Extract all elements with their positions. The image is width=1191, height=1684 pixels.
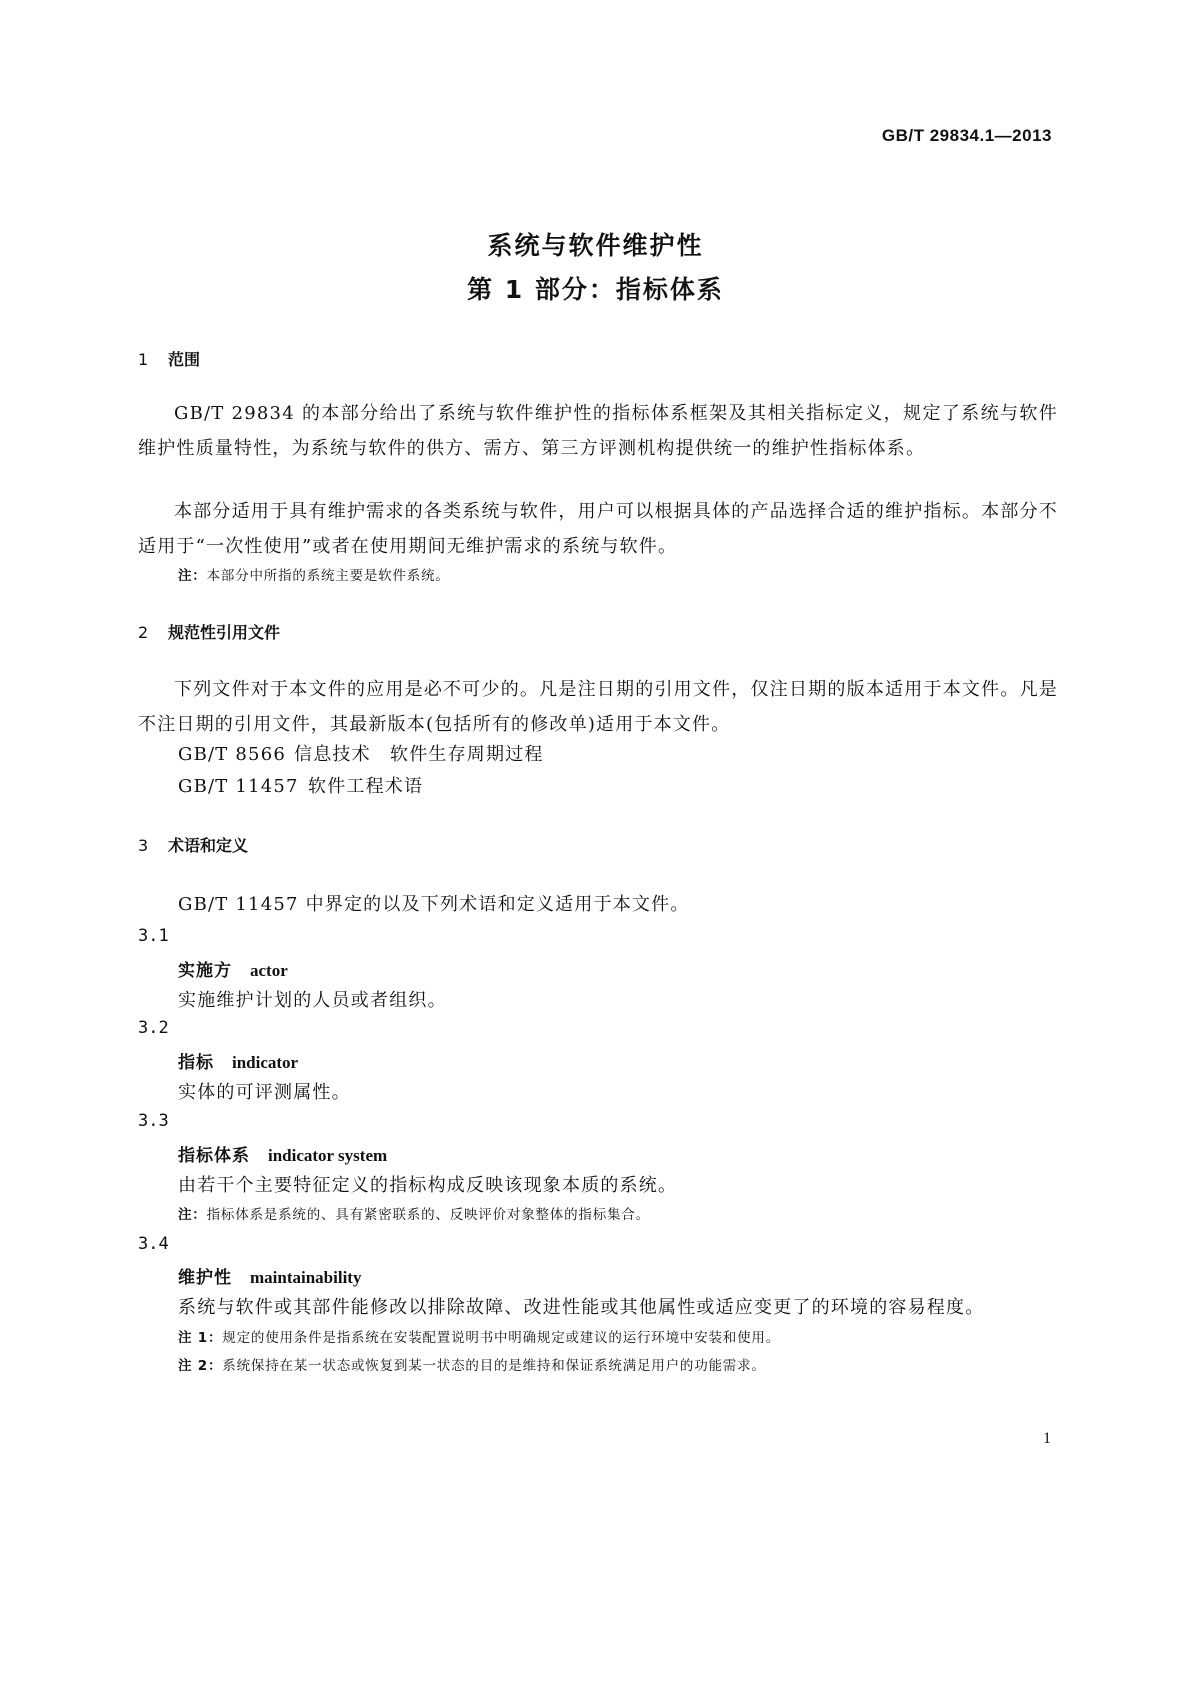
clause-number: 3.2 — [138, 1018, 169, 1038]
term-english: indicator system — [268, 1146, 388, 1165]
term-chinese: 指标体系 — [178, 1146, 250, 1166]
note-text: 规定的使用条件是指系统在安装配置说明书中明确规定或建议的运行环境中安装和使用。 — [222, 1330, 780, 1346]
reference-title: 软件工程术语 — [308, 776, 424, 797]
term-english: actor — [250, 961, 288, 980]
document-title: 系统与软件维护性 — [487, 231, 704, 260]
term-entry — [178, 1048, 298, 1073]
reference-code: GB/T 11457 — [178, 776, 299, 797]
note-label: 注 2： — [178, 1358, 223, 1374]
reference-item — [178, 740, 544, 766]
terms-intro: GB/T 11457 中界定的以及下列术语和定义适用于本文件。 — [178, 894, 690, 915]
section-number: 1 — [138, 350, 149, 369]
clause-number: 3.1 — [138, 926, 169, 946]
scope-paragraph-2: 本部分适用于具有维护需求的各类系统与软件，用户可以根据具体的产品选择合适的维护指标。本部分不适用于“一次性使用”或者在使用期间无维护需求的系统与软件。 — [138, 501, 1058, 557]
term-definition: 由若干个主要特征定义的指标构成反映该现象本质的系统。 — [178, 1175, 678, 1196]
term-chinese: 实施方 — [178, 961, 232, 981]
section-heading-scope — [138, 347, 200, 370]
term-note — [178, 1326, 780, 1346]
section-title: 术语和定义 — [168, 836, 249, 855]
term-entry — [178, 1263, 361, 1288]
note-text: 系统保持在某一状态或恢复到某一状态的目的是维持和保证系统满足用户的功能需求。 — [222, 1358, 766, 1374]
term-definition: 系统与软件或其部件能修改以排除故障、改进性能或其他属性或适应变更了的环境的容易程度。 — [178, 1297, 985, 1318]
section-number: 3 — [138, 836, 149, 855]
reference-title: 信息技术 软件生存周期过程 — [294, 744, 544, 765]
note-text: 本部分中所指的系统主要是软件系统。 — [206, 568, 450, 584]
clause-number: 3.4 — [138, 1234, 169, 1254]
reference-code: GB/T 8566 — [178, 744, 287, 765]
term-entry — [178, 1141, 387, 1166]
note-label: 注： — [178, 1207, 207, 1223]
term-english: maintainability — [250, 1268, 362, 1287]
term-definition: 实体的可评测属性。 — [178, 1082, 351, 1103]
term-english: indicator — [232, 1053, 299, 1072]
standard-code: GB/T 29834.1—2013 — [881, 126, 1052, 145]
page-number: 1 — [1043, 1430, 1051, 1447]
scope-paragraph-1: GB/T 29834 的本部分给出了系统与软件维护性的指标体系框架及其相关指标定义，规定了系统与软件维护性质量特性，为系统与软件的供方、需方、第三方评测机构提供统一的维护性指标体系。 — [138, 403, 1058, 459]
clause-number: 3.3 — [138, 1111, 169, 1131]
section-title: 规范性引用文件 — [168, 623, 281, 642]
reference-item — [178, 772, 423, 798]
term-note — [178, 1354, 766, 1374]
section-heading-normative-references — [138, 620, 280, 643]
term-chinese: 维护性 — [178, 1268, 232, 1288]
term-entry — [178, 956, 288, 981]
scope-note — [178, 564, 450, 584]
section-heading-terms-definitions — [138, 833, 248, 856]
document-subtitle: 第 1 部分：指标体系 — [467, 275, 724, 304]
term-chinese: 指标 — [178, 1053, 214, 1073]
term-definition: 实施维护计划的人员或者组织。 — [178, 990, 447, 1011]
term-note — [178, 1203, 650, 1223]
references-paragraph: 下列文件对于本文件的应用是必不可少的。凡是注日期的引用文件，仅注日期的版本适用于本文件。凡是不注日期的引用文件，其最新版本(包括所有的修改单)适用于本文件。 — [138, 679, 1058, 735]
note-text: 指标体系是系统的、具有紧密联系的、反映评价对象整体的指标集合。 — [206, 1207, 650, 1223]
section-number: 2 — [138, 623, 149, 642]
section-title: 范围 — [168, 350, 201, 369]
note-label: 注 1： — [178, 1330, 223, 1346]
note-label: 注： — [178, 568, 207, 584]
